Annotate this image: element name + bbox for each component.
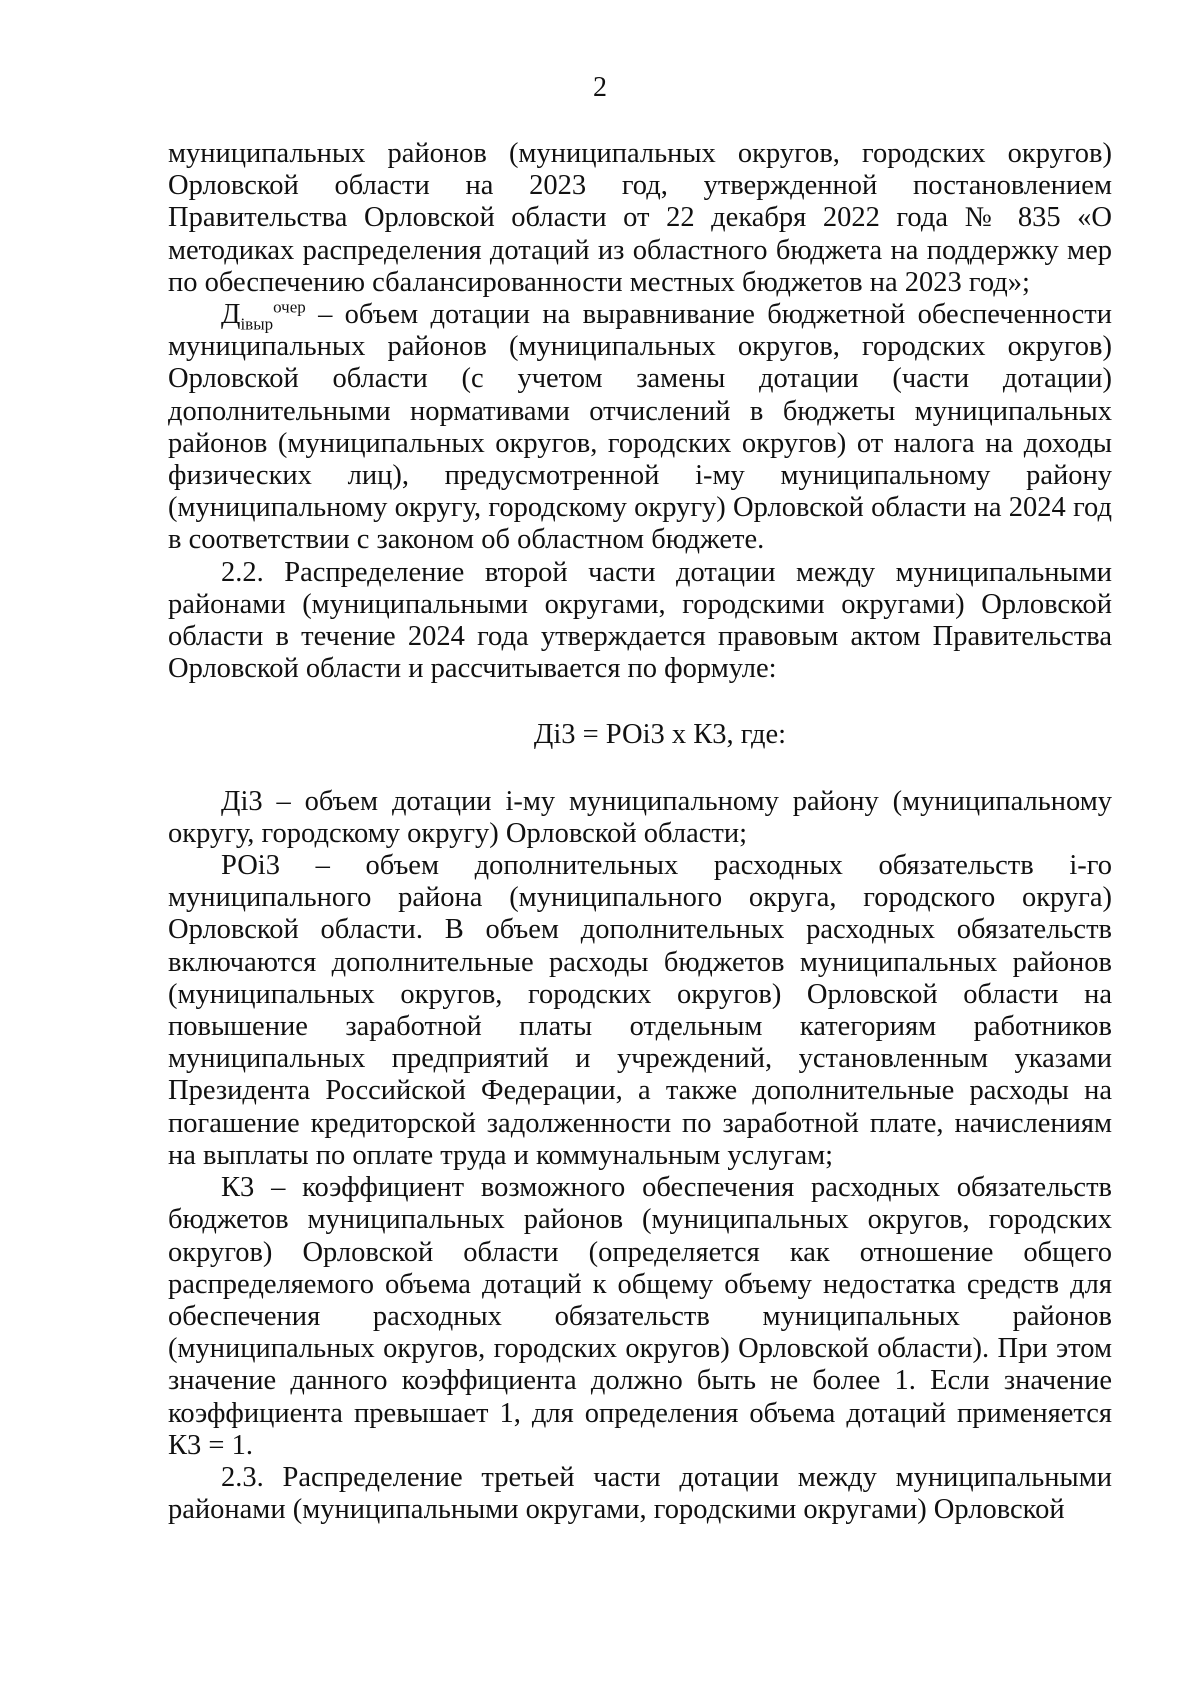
page-number: 2 <box>593 72 607 103</box>
symbol-subscript: iвыр <box>240 314 274 334</box>
paragraph-text: – объем дотации на выравнивание бюджетной обеспеченности муниципальных районов (муниципальных округов, городских округов) Орловской области (с учетом замены дотации (части дотации) дополнительными нормативами отчислений в бюджеты муниципальных районов (муниципальных округов, городских округов) от налога на доходы физических лиц), предусмотренной i-му муниципальному району (муниципальному округу, городскому округу) Орловской области на 2024 год в соответствии с законом об областном бюджете. <box>168 299 1112 556</box>
paragraph-2-3: 2.3. Распределение третьей части дотации между муниципальными районами (муниципальными округами, городскими округами) Орловской <box>168 1461 1112 1526</box>
symbol-superscript: очер <box>273 297 306 317</box>
document-body <box>168 138 1112 1526</box>
paragraph-2-2: 2.2. Распределение второй части дотации между муниципальными районами (муниципальными округами, городскими округами) Орловской области в течение 2024 года утверждается правовым актом Правительства Орловской области и рассчитывается по формуле: <box>168 556 1112 685</box>
paragraph-dotation-equalization <box>168 299 1112 557</box>
paragraph-k3-definition: К3 – коэффициент возможного обеспечения расходных обязательств бюджетов муниципальных районов (муниципальных округов, городских округов) Орловской области (определяется как отношение общего распределяемого объема дотаций к общему объему недостатка средств для обеспечения расходных обязательств муниципальных районов (муниципальных округов, городских округов) Орловской области). При этом значение данного коэффициента должно быть не более 1. Если значение коэффициента превышает 1, для определения объема дотаций применяется К3 = 1. <box>168 1172 1112 1461</box>
formula: Дi3 = РОi3 х К3, где: <box>533 719 787 751</box>
paragraph-continuation: муниципальных районов (муниципальных округов, городских округов) Орловской области на 2023 год, утвержденной постановлением Правительства Орловской области от 22 декабря 2022 года № 835 «О методиках распределения дотаций из областного бюджета на поддержку мер по обеспечению сбалансированности местных бюджетов на 2023 год»; <box>168 138 1112 298</box>
symbol-d: Д <box>221 299 241 331</box>
paragraph-di3-definition: Дi3 – объем дотации i-му муниципальному району (муниципальному округу, городскому округу) Орловской области; <box>168 785 1112 849</box>
paragraph-roi3-definition: РОi3 – объем дополнительных расходных обязательств i-го муниципального района (муниципального округа, городского округа) Орловской области. В объем дополнительных расходных обязательств включаются дополнительные расходы бюджетов муниципальных районов (муниципальных округов, городских округов) Орловской области на повышение заработной платы отдельным категориям работников муниципальных предприятий и учреждений, установленным указами Президента Российской Федерации, а также дополнительные расходы на погашение кредиторской задолженности по заработной плате, начислениям на выплаты по оплате труда и коммунальным услугам; <box>168 850 1112 1171</box>
